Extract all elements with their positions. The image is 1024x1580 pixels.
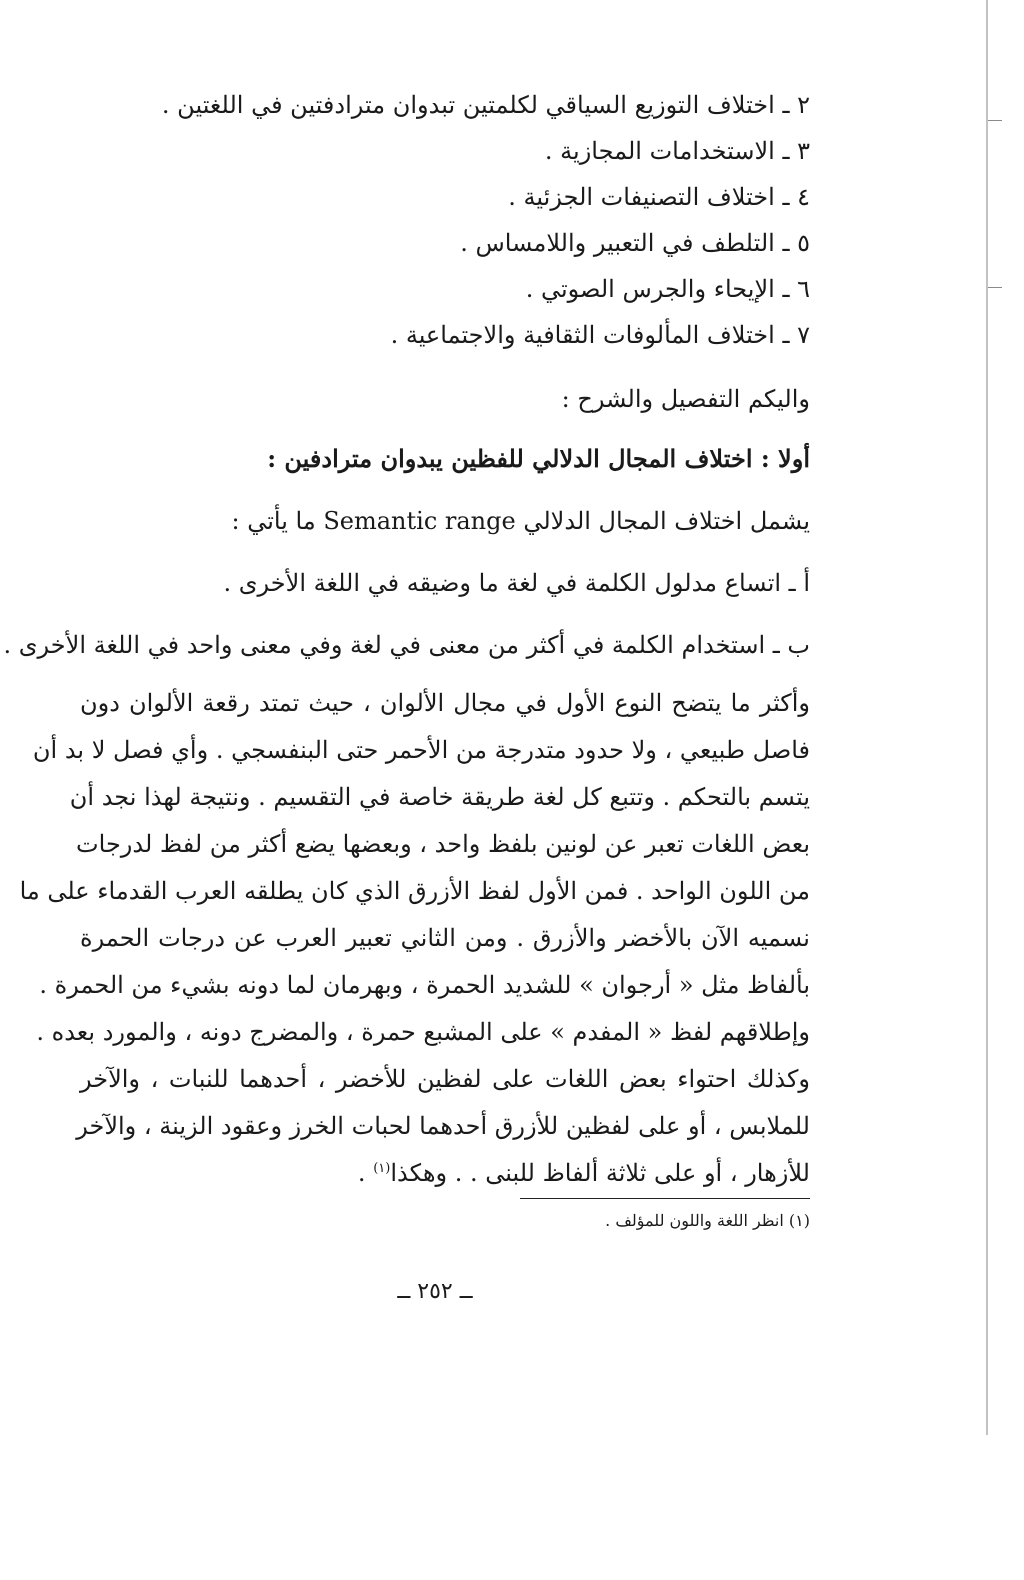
paragraph-line: للملابس ، أو على لفظين للأزرق أحدهما لحبات الخرز وعقود الزينة ، والآخر <box>76 1112 810 1140</box>
paragraph-line: نسميه الآن بالأخضر والأزرق . ومن الثاني تعبير العرب عن درجات الحمرة <box>80 924 810 952</box>
list-item: ٣ ـ الاستخدامات المجازية . <box>544 137 810 165</box>
page-number: ــ ٢٥٢ ــ <box>397 1279 473 1304</box>
list-item: ٧ ـ اختلاف المألوفات الثقافية والاجتماعية . <box>390 321 810 349</box>
list-item: ٢ ـ اختلاف التوزيع السياقي لكلمتين تبدوان مترادفتين في اللغتين . <box>161 91 810 119</box>
paragraph-last-line <box>358 1158 810 1188</box>
paragraph-line: بألفاظ مثل « أرجوان » للشديد الحمرة ، وبهرمان لما دونه بشيء من الحمرة . <box>39 971 810 999</box>
sub-item: أ ـ اتساع مدلول الكلمة في لغة ما وضيقه في اللغة الأخرى . <box>223 569 810 597</box>
footnote-reference: (١) <box>373 1161 391 1176</box>
list-item: ٤ ـ اختلاف التصنيفات الجزئية . <box>508 183 810 211</box>
footnote-divider <box>520 1198 810 1199</box>
scan-edge-mark <box>988 120 1002 121</box>
paragraph-line: فاصل طبيعي ، ولا حدود متدرجة من الأحمر حتى البنفسجي . وأي فصل لا بد أن <box>32 736 810 764</box>
scan-edge-line <box>986 0 988 1435</box>
paragraph-line: وإطلاقهم لفظ « المفدم » على المشبع حمرة ، والمضرج دونه ، والمورد بعده . <box>36 1018 810 1046</box>
paragraph-line: بعض اللغات تعبر عن لونين بلفظ واحد ، وبعضها يضع أكثر من لفظ لدرجات <box>76 830 810 858</box>
paragraph-last-end: . <box>357 1159 374 1187</box>
intro-line: واليكم التفصيل والشرح : <box>561 385 810 413</box>
paragraph-line: وكذلك احتواء بعض اللغات على لفظين للأخضر ، أحدهما للنبات ، والآخر <box>80 1065 810 1093</box>
paragraph-line: يتسم بالتحكم . وتتبع كل لغة طريقة خاصة في التقسيم . ونتيجة لهذا نجد أن <box>69 783 810 811</box>
section-heading: أولا : اختلاف المجال الدلالي للفظين يبدوان مترادفين : <box>267 444 810 473</box>
sub-item: ب ـ استخدام الكلمة في أكثر من معنى في لغة وفي معنى واحد في اللغة الأخرى . <box>3 631 810 659</box>
list-item: ٦ ـ الإيحاء والجرس الصوتي . <box>525 275 810 303</box>
semantic-range-term: Semantic range <box>323 507 516 535</box>
semantic-range-text-before: يشمل اختلاف المجال الدلالي <box>523 507 810 535</box>
footnote-text: (١) انظر اللغة واللون للمؤلف . <box>605 1211 810 1230</box>
paragraph-line: من اللون الواحد . فمن الأول لفظ الأزرق الذي كان يطلقه العرب القدماء على ما <box>19 877 810 905</box>
list-item: ٥ ـ التلطف في التعبير واللامساس . <box>460 229 810 257</box>
semantic-range-text-after: ما يأتي : <box>231 507 316 535</box>
paragraph-last-text: للأزهار ، أو على ثلاثة ألفاظ للبنى . . وهكذا <box>390 1159 810 1187</box>
paragraph-line: وأكثر ما يتضح النوع الأول في مجال الألوان ، حيث تمتد رقعة الألوان دون <box>80 689 810 717</box>
semantic-range-line <box>232 506 811 536</box>
scan-edge-mark <box>988 287 1002 288</box>
